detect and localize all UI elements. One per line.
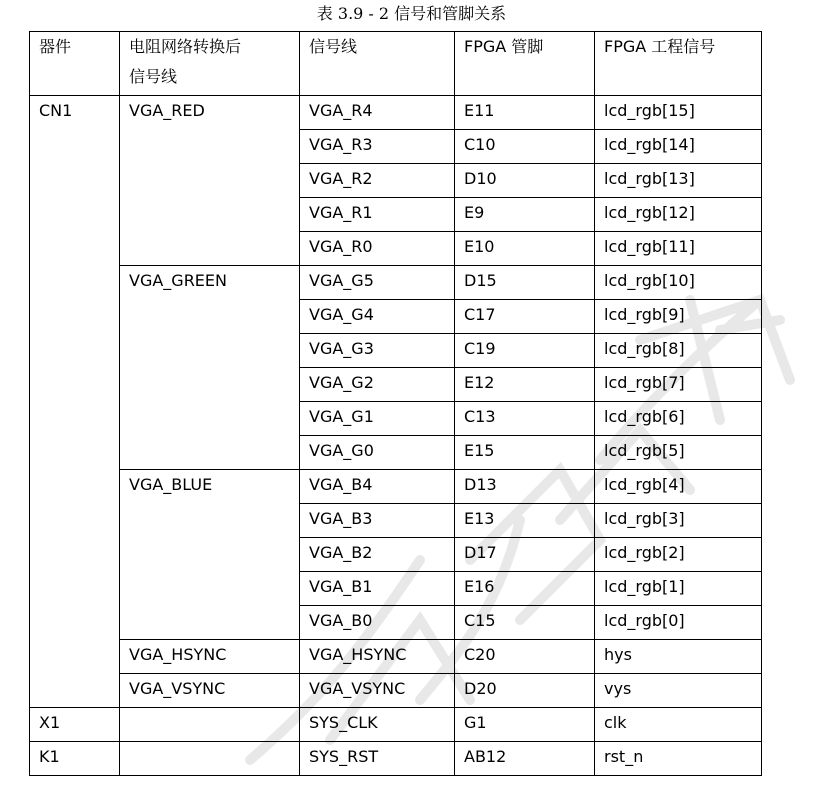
signal-line-cell: VGA_R3 — [300, 130, 455, 164]
table-row — [30, 708, 762, 742]
fpga-signal-cell: lcd_rgb[6] — [595, 402, 762, 436]
fpga-pin-cell: E9 — [455, 198, 595, 232]
group-cell-vsync: VGA_VSYNC — [120, 674, 300, 708]
pin-mapping-table — [29, 31, 762, 776]
table-row — [30, 96, 762, 130]
fpga-signal-cell: lcd_rgb[14] — [595, 130, 762, 164]
signal-line-cell: VGA_B3 — [300, 504, 455, 538]
fpga-signal-cell: hys — [595, 640, 762, 674]
signal-line-cell: VGA_R2 — [300, 164, 455, 198]
fpga-pin-cell: C17 — [455, 300, 595, 334]
signal-line-cell: VGA_G1 — [300, 402, 455, 436]
fpga-signal-cell: clk — [595, 708, 762, 742]
header-fpga-pin: FPGA 管脚 — [455, 32, 595, 96]
fpga-pin-cell: D13 — [455, 470, 595, 504]
signal-line-cell: VGA_B2 — [300, 538, 455, 572]
empty-cell — [120, 742, 300, 776]
signal-line-cell: VGA_B4 — [300, 470, 455, 504]
fpga-pin-cell: C20 — [455, 640, 595, 674]
fpga-pin-cell: E13 — [455, 504, 595, 538]
table-row — [30, 674, 762, 708]
signal-line-cell: SYS_RST — [300, 742, 455, 776]
fpga-signal-cell: lcd_rgb[4] — [595, 470, 762, 504]
fpga-pin-cell: D10 — [455, 164, 595, 198]
header-converted-signal-line1: 电阻网络转换后 — [129, 37, 242, 56]
table-row — [30, 470, 762, 504]
fpga-pin-cell: C15 — [455, 606, 595, 640]
signal-line-cell: VGA_HSYNC — [300, 640, 455, 674]
fpga-signal-cell: lcd_rgb[0] — [595, 606, 762, 640]
signal-line-cell: VGA_G3 — [300, 334, 455, 368]
table-row — [30, 266, 762, 300]
table-header-row — [30, 32, 762, 96]
header-converted-signal — [120, 32, 300, 96]
header-signal-line: 信号线 — [300, 32, 455, 96]
device-cell-cn1: CN1 — [30, 96, 120, 708]
fpga-signal-cell: lcd_rgb[8] — [595, 334, 762, 368]
signal-line-cell: VGA_G4 — [300, 300, 455, 334]
fpga-pin-cell: E10 — [455, 232, 595, 266]
signal-line-cell: VGA_G5 — [300, 266, 455, 300]
table-caption: 表 3.9 - 2 信号和管脚关系 — [316, 4, 507, 23]
fpga-pin-cell: E16 — [455, 572, 595, 606]
group-cell-red: VGA_RED — [120, 96, 300, 266]
signal-line-cell: SYS_CLK — [300, 708, 455, 742]
device-cell-x1: X1 — [30, 708, 120, 742]
table-row — [30, 640, 762, 674]
signal-line-cell: VGA_R4 — [300, 96, 455, 130]
signal-line-cell: VGA_B0 — [300, 606, 455, 640]
fpga-pin-cell: E11 — [455, 96, 595, 130]
signal-line-cell: VGA_G2 — [300, 368, 455, 402]
fpga-pin-cell: D20 — [455, 674, 595, 708]
group-cell-blue: VGA_BLUE — [120, 470, 300, 640]
fpga-pin-cell: E15 — [455, 436, 595, 470]
fpga-pin-cell: D15 — [455, 266, 595, 300]
fpga-signal-cell: lcd_rgb[5] — [595, 436, 762, 470]
header-fpga-signal: FPGA 工程信号 — [595, 32, 762, 96]
fpga-signal-cell: rst_n — [595, 742, 762, 776]
fpga-pin-cell: C13 — [455, 402, 595, 436]
fpga-signal-cell: lcd_rgb[3] — [595, 504, 762, 538]
device-cell-k1: K1 — [30, 742, 120, 776]
fpga-pin-cell: C19 — [455, 334, 595, 368]
fpga-pin-cell: D17 — [455, 538, 595, 572]
empty-cell — [120, 708, 300, 742]
signal-line-cell: VGA_R0 — [300, 232, 455, 266]
signal-line-cell: VGA_G0 — [300, 436, 455, 470]
group-cell-hsync: VGA_HSYNC — [120, 640, 300, 674]
signal-line-cell: VGA_R1 — [300, 198, 455, 232]
fpga-signal-cell: lcd_rgb[1] — [595, 572, 762, 606]
fpga-signal-cell: vys — [595, 674, 762, 708]
signal-line-cell: VGA_VSYNC — [300, 674, 455, 708]
fpga-signal-cell: lcd_rgb[7] — [595, 368, 762, 402]
fpga-pin-cell: AB12 — [455, 742, 595, 776]
fpga-signal-cell: lcd_rgb[12] — [595, 198, 762, 232]
fpga-signal-cell: lcd_rgb[9] — [595, 300, 762, 334]
group-cell-green: VGA_GREEN — [120, 266, 300, 470]
fpga-signal-cell: lcd_rgb[13] — [595, 164, 762, 198]
signal-line-cell: VGA_B1 — [300, 572, 455, 606]
fpga-pin-cell: G1 — [455, 708, 595, 742]
fpga-pin-cell: E12 — [455, 368, 595, 402]
fpga-pin-cell: C10 — [455, 130, 595, 164]
fpga-signal-cell: lcd_rgb[2] — [595, 538, 762, 572]
fpga-signal-cell: lcd_rgb[15] — [595, 96, 762, 130]
header-converted-signal-line2: 信号线 — [129, 67, 178, 86]
header-device: 器件 — [30, 32, 120, 96]
table-row — [30, 742, 762, 776]
fpga-signal-cell: lcd_rgb[11] — [595, 232, 762, 266]
fpga-signal-cell: lcd_rgb[10] — [595, 266, 762, 300]
